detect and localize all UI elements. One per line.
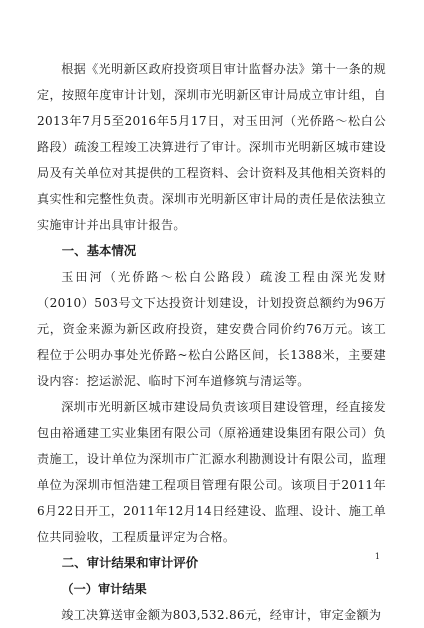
section-heading-audit-results: 二、审计结果和审计评价 (61, 555, 199, 570)
section-heading-basic-info: 一、基本情况 (61, 243, 137, 258)
basic-info-paragraph-2: 深圳市光明新区城市建设局负责该项目建设管理，经直接发包由裕通建工实业集团有限公司（原裕通建设集团有限公司）负责施工，设计单位为深圳市广汇源水利勘测设计有限公司，监理单位为深圳市恒浩建工程项目管理有限公司。该项目于2011年6月22日开工，2011年12月14日经建设、监理、设计、施工单位共同验收，工程质量评定为合格。 (37, 400, 386, 544)
audit-result-paragraph: 竣工决算送审金额为803,532.86元，经审计，审定金额为 (61, 608, 382, 622)
page-number: 1 (374, 552, 380, 561)
basic-info-paragraph-1: 玉田河（光侨路～松白公路段）疏浚工程由深光发财（2010）503号文下达投资计划建设，计划投资总额约为96万元，资金来源为新区政府投资，建安费合同价约76万元。该工程位于公明办事处光侨路~松白公路区间，长1388米，主要建设内容：挖运淤泥、临时下河车道修筑与清运等。 (37, 270, 386, 388)
intro-paragraph: 根据《光明新区政府投资项目审计监督办法》第十一条的规定，按照年度审计计划，深圳市光明新区审计局成立审计组，自2013年7月5至2016年5月17日，对玉田河（光侨路～松白公路段）疏浚工程竣工决算进行了审计。深圳市光明新区城市建设局及有关单位对其提供的工程资料、会计资料及其他相关资料的真实性和完整性负责。深圳市光明新区审计局的责任是依法独立实施审计并出具审计报告。 (37, 62, 386, 232)
subsection-heading-audit-result: （一）审计结果 (61, 582, 147, 596)
